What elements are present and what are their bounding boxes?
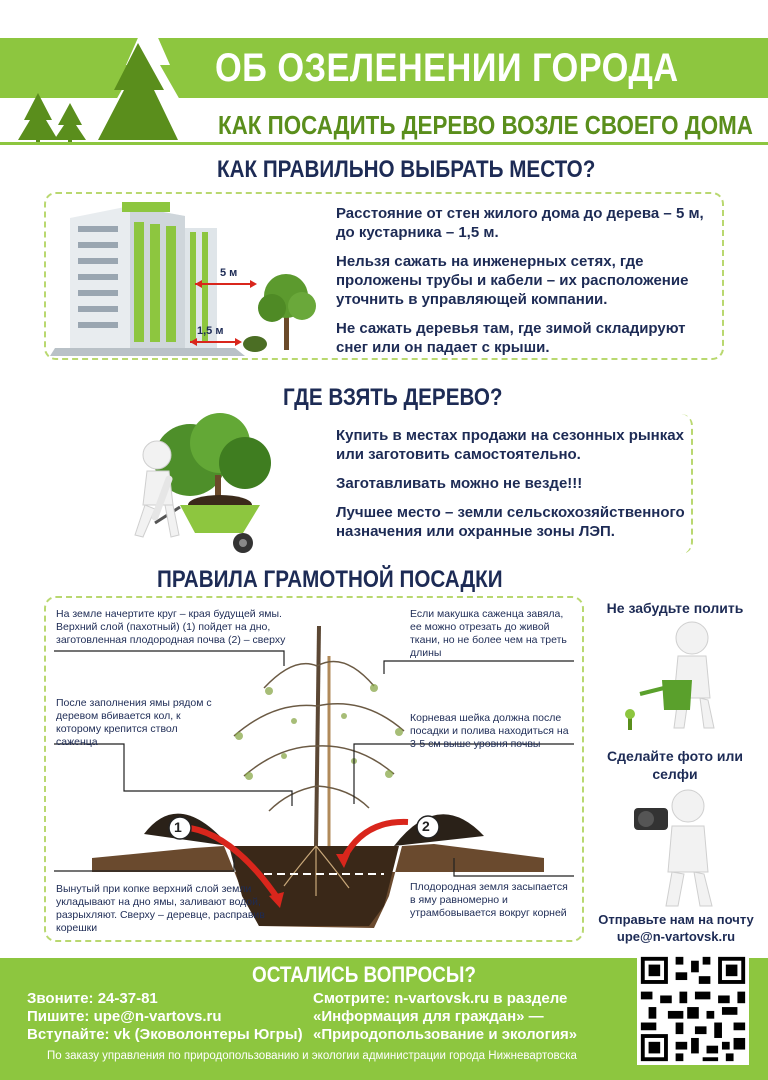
rule-step-5: Корневая шейка должна после посадки и полива находиться на 3-5 см выше уровня почвы	[410, 712, 569, 750]
marker-2: 2	[422, 818, 430, 834]
footer-contacts	[27, 990, 303, 1044]
footer-see-3: «Природопользование и экология»	[313, 1026, 578, 1043]
watering-illustration	[620, 618, 730, 733]
qr-code-icon[interactable]	[637, 953, 749, 1065]
camera-person-illustration	[628, 786, 728, 910]
rule-step-6: Плодородная земля засыпается в яму равномерно и утрамбовывается вокруг корней	[410, 881, 568, 919]
section-source-heading: ГДЕ ВЗЯТЬ ДЕРЕВО?	[283, 384, 503, 411]
rule-step-1: На земле начертите круг – края будущей ямы. Верхний слой (пахотный) (1) пойдет на дно, заготовленная плодородная почва (2) – сверху	[56, 608, 286, 646]
section-place-heading: КАК ПРАВИЛЬНО ВЫБРАТЬ МЕСТО?	[217, 156, 596, 183]
footer-see-1[interactable]: Смотрите: n-vartovsk.ru в разделе	[313, 990, 568, 1007]
source-paragraph: Заготавливать можно не везде!!!	[336, 475, 583, 492]
wheelbarrow-illustration	[125, 405, 305, 555]
source-paragraph: Лучшее место – земли сельскохозяйственного назначения или охранные зоны ЛЭП.	[336, 504, 685, 540]
source-paragraph: Купить в местах продажи на сезонных рынках или заготовить самостоятельно.	[336, 427, 684, 463]
send-reminder	[586, 911, 766, 945]
marker-1: 1	[174, 819, 182, 835]
water-reminder: Не забудьте полить	[606, 600, 744, 616]
page-subtitle: КАК ПОСАДИТЬ ДЕРЕВО ВОЗЛЕ СВОЕГО ДОМА	[218, 110, 753, 140]
distance-tree-label: 5 м	[220, 267, 238, 279]
footer-see-2: «Информация для граждан» —	[313, 1008, 544, 1025]
distance-shrub-label: 1,5 м	[197, 325, 224, 337]
footer-heading: ОСТАЛИСЬ ВОПРОСЫ?	[252, 962, 476, 987]
rule-step-2: После заполнения ямы рядом с деревом вбивается кол, к которому крепится ствол саженца	[56, 697, 212, 748]
footer-call: Звоните: 24-37-81	[27, 990, 158, 1007]
photo-reminder: Сделайте фото или селфи	[606, 748, 744, 782]
send-email[interactable]: upe@n-vartovsk.ru	[616, 929, 736, 944]
subtitle-divider	[0, 142, 768, 145]
footer-join[interactable]: Вступайте: vk (Эковолонтеры Югры)	[27, 1026, 303, 1043]
place-paragraph: Расстояние от стен жилого дома до дерева – 5 м, до кустарника – 1,5 м.	[336, 205, 704, 241]
fir-trees-icon	[18, 15, 198, 145]
place-paragraph: Не сажать деревья там, где зимой складируют снег или он падает с крыши.	[336, 320, 686, 356]
building-illustration	[50, 198, 330, 358]
rule-step-4: Если макушка саженца завяла, ее можно отрезать до живой ткани, но не более чем на треть длины	[410, 608, 567, 659]
section-rules-heading: ПРАВИЛА ГРАМОТНОЙ ПОСАДКИ	[157, 566, 503, 593]
page-title: ОБ ОЗЕЛЕНЕНИИ ГОРОДА	[215, 46, 679, 90]
section-place-text	[336, 204, 720, 367]
place-paragraph: Нельзя сажать на инженерных сетях, где проложены трубы и кабели – их расположение уточнить в управляющей компании.	[336, 253, 689, 308]
footer-credit: По заказу управления по природопользованию и экологии администрации города Нижневартовска	[47, 1050, 577, 1062]
section-source-text	[336, 426, 696, 551]
rule-step-3: Вынутый при копке верхний слой земли укладывают на дно ямы, заливают водой, разрыхляют. Сверху – деревце, расправив корешки	[56, 883, 265, 934]
footer-write[interactable]: Пишите: upe@n-vartovs.ru	[27, 1008, 222, 1025]
send-text: Отправьте нам на почту	[598, 912, 754, 927]
footer-see	[313, 990, 577, 1044]
